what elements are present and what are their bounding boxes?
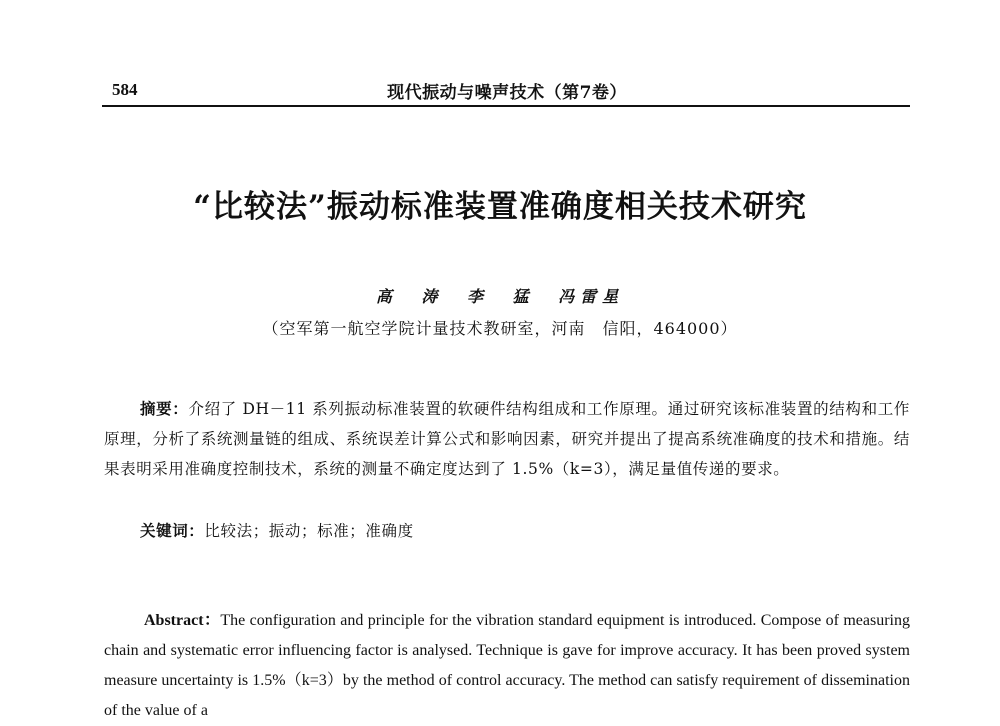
english-abstract-label: Abstract： [144, 612, 221, 629]
header-rule [102, 105, 910, 107]
english-abstract [104, 606, 910, 726]
page-header [104, 76, 910, 104]
keywords-text: 比较法；振动；标准；准确度 [204, 522, 414, 540]
english-abstract-text: The configuration and principle for the vibration standard equipment is introduced. Compose of measuring chain and systematic error influencing factor is analysed. Technique is gave for improve accuracy. It has been proved system measure uncertainty is 1.5%（k=3）by the method of control accuracy. The method can satisfy requirement of dissemination of the value of a [104, 612, 911, 719]
article-title: “比较法”振动标准装置准确度相关技术研究 [193, 189, 807, 225]
running-title: 现代振动与噪声技术（第7卷） [387, 83, 627, 103]
chinese-abstract [104, 394, 910, 484]
chinese-keywords [140, 519, 910, 541]
chinese-abstract-label: 摘要： [140, 400, 189, 418]
keywords-label: 关键词： [140, 522, 205, 540]
page-number: 584 [112, 80, 138, 99]
author-list: 高 涛 李 猛 冯雷星 [375, 287, 625, 306]
author-affiliation: （空军第一航空学院计量技术教研室，河南 信阳，464000） [262, 319, 738, 338]
chinese-abstract-text: 介绍了 DH－11 系列振动标准装置的软硬件结构组成和工作原理。通过研究该标准装置的结构和工作原理，分析了系统测量链的组成、系统误差计算公式和影响因素，研究并提出了提高系统准确度的技术和措施。结果表明采用准确度控制技术，系统的测量不确定度达到了 1.5%（k=3），满足量值传递的要求。 [104, 400, 910, 478]
